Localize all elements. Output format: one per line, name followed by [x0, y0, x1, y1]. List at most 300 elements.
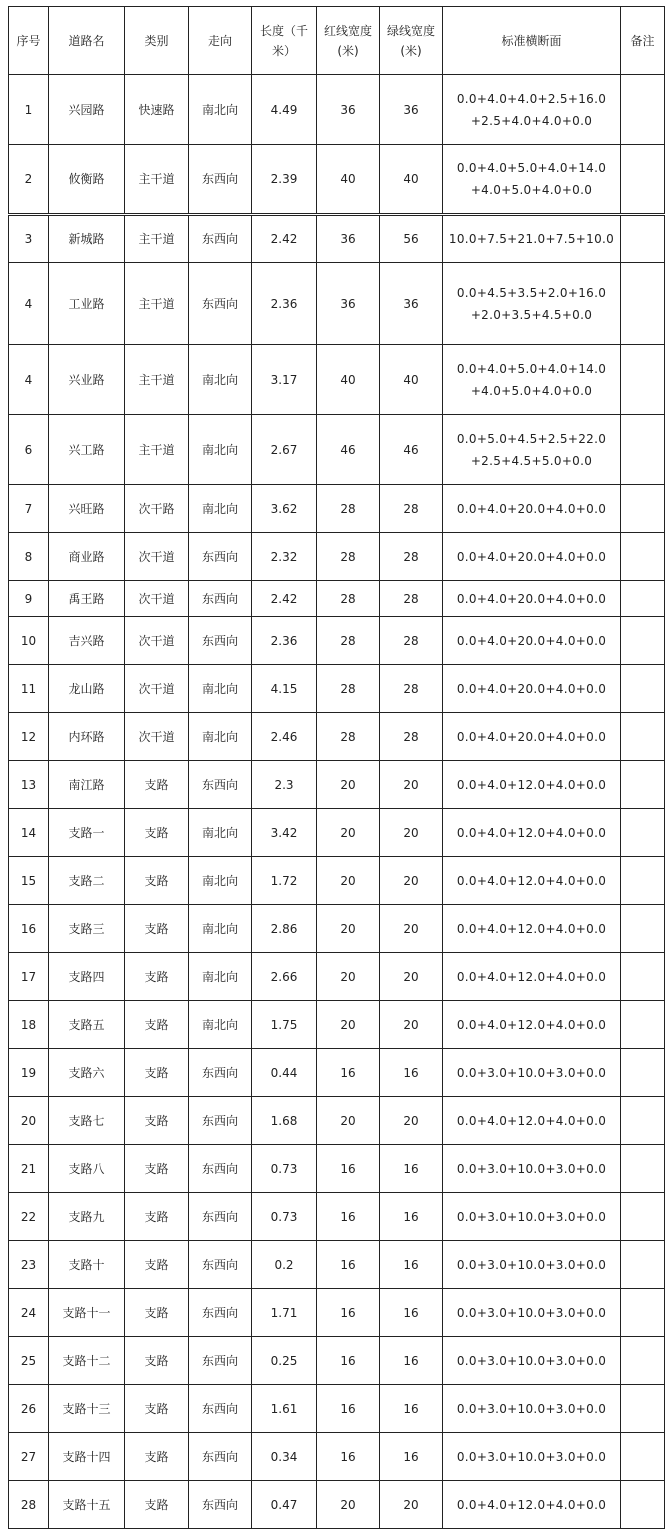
row-cross-section	[443, 1337, 621, 1385]
table-row	[9, 345, 665, 415]
cross-section-line-1: 0.0+4.0+20.0+4.0+0.0	[456, 501, 607, 516]
row-remark	[621, 761, 665, 809]
row-green-line: 40	[380, 345, 443, 415]
row-category: 支路	[125, 761, 189, 809]
row-road-name: 支路十五	[49, 1481, 125, 1529]
table-row	[9, 215, 665, 263]
row-remark	[621, 713, 665, 761]
header-row	[9, 7, 665, 75]
cross-section-line-1: 0.0+4.0+5.0+4.0+14.0	[456, 361, 607, 376]
row-length: 0.44	[252, 1049, 317, 1097]
row-length: 4.49	[252, 75, 317, 145]
row-category: 主干道	[125, 263, 189, 345]
row-green-line: 46	[380, 415, 443, 485]
row-remark	[621, 857, 665, 905]
row-length: 3.62	[252, 485, 317, 533]
row-index: 4	[9, 345, 49, 415]
row-length: 0.47	[252, 1481, 317, 1529]
table-row	[9, 75, 665, 145]
table-row	[9, 857, 665, 905]
row-road-name: 支路七	[49, 1097, 125, 1145]
row-direction: 东西向	[189, 1145, 252, 1193]
row-index: 18	[9, 1001, 49, 1049]
row-remark	[621, 1049, 665, 1097]
row-index: 7	[9, 485, 49, 533]
row-length: 2.39	[252, 145, 317, 215]
table-row	[9, 1193, 665, 1241]
row-index: 24	[9, 1289, 49, 1337]
row-index: 27	[9, 1433, 49, 1481]
row-red-line: 16	[317, 1241, 380, 1289]
cross-section-line-1: 0.0+4.0+12.0+4.0+0.0	[456, 969, 607, 984]
row-direction: 东西向	[189, 215, 252, 263]
row-road-name: 内环路	[49, 713, 125, 761]
cross-section-line-2: +2.0+3.5+4.5+0.0	[470, 307, 593, 322]
row-direction: 东西向	[189, 1289, 252, 1337]
row-red-line: 20	[317, 1097, 380, 1145]
row-green-line: 16	[380, 1049, 443, 1097]
table-row	[9, 1097, 665, 1145]
cross-section-line-2: +2.5+4.0+4.0+0.0	[470, 113, 593, 128]
header-length: 长度（千米）	[252, 7, 317, 75]
row-length: 2.67	[252, 415, 317, 485]
row-direction: 南北向	[189, 75, 252, 145]
table-row	[9, 1385, 665, 1433]
row-length: 2.42	[252, 215, 317, 263]
row-index: 9	[9, 581, 49, 617]
header-red-line: 红线宽度(米)	[317, 7, 380, 75]
row-direction: 东西向	[189, 145, 252, 215]
row-red-line: 16	[317, 1049, 380, 1097]
row-road-name: 支路十三	[49, 1385, 125, 1433]
row-green-line: 16	[380, 1385, 443, 1433]
table-row	[9, 581, 665, 617]
row-remark	[621, 1433, 665, 1481]
row-road-name: 支路十四	[49, 1433, 125, 1481]
row-direction: 东西向	[189, 761, 252, 809]
row-category: 次干道	[125, 533, 189, 581]
row-index: 13	[9, 761, 49, 809]
row-green-line: 20	[380, 1481, 443, 1529]
row-direction: 东西向	[189, 581, 252, 617]
cross-section-line-1: 0.0+4.0+20.0+4.0+0.0	[456, 681, 607, 696]
row-red-line: 28	[317, 713, 380, 761]
row-red-line: 28	[317, 533, 380, 581]
row-category: 支路	[125, 1145, 189, 1193]
row-length: 1.75	[252, 1001, 317, 1049]
row-cross-section	[443, 857, 621, 905]
row-direction: 南北向	[189, 953, 252, 1001]
cross-section-line-2: +4.0+5.0+4.0+0.0	[470, 183, 593, 197]
row-length: 2.42	[252, 581, 317, 617]
row-remark	[621, 809, 665, 857]
row-remark	[621, 1241, 665, 1289]
cross-section-line-1: 0.0+4.0+20.0+4.0+0.0	[456, 633, 607, 648]
row-length: 1.72	[252, 857, 317, 905]
row-remark	[621, 1481, 665, 1529]
row-index: 3	[9, 215, 49, 263]
cross-section-line-1: 0.0+3.0+10.0+3.0+0.0	[456, 1305, 607, 1320]
row-direction: 东西向	[189, 1097, 252, 1145]
row-cross-section	[443, 485, 621, 533]
row-cross-section	[443, 1385, 621, 1433]
row-index: 23	[9, 1241, 49, 1289]
row-red-line: 20	[317, 1001, 380, 1049]
row-length: 0.2	[252, 1241, 317, 1289]
cross-section-line-1: 0.0+3.0+10.0+3.0+0.0	[456, 1353, 607, 1368]
row-road-name: 支路五	[49, 1001, 125, 1049]
row-remark	[621, 581, 665, 617]
row-index: 2	[9, 145, 49, 215]
row-category: 快速路	[125, 75, 189, 145]
row-direction: 东西向	[189, 1241, 252, 1289]
row-green-line: 16	[380, 1433, 443, 1481]
cross-section-line-1: 0.0+4.0+12.0+4.0+0.0	[456, 1017, 607, 1032]
table-row	[9, 665, 665, 713]
row-red-line: 20	[317, 953, 380, 1001]
row-category: 次干道	[125, 713, 189, 761]
cross-section-line-2: +2.5+4.5+5.0+0.0	[470, 453, 593, 468]
row-red-line: 20	[317, 857, 380, 905]
row-road-name: 支路四	[49, 953, 125, 1001]
row-red-line: 20	[317, 1481, 380, 1529]
row-red-line: 16	[317, 1385, 380, 1433]
row-cross-section	[443, 215, 621, 263]
row-remark	[621, 345, 665, 415]
row-remark	[621, 617, 665, 665]
row-red-line: 16	[317, 1337, 380, 1385]
row-direction: 东西向	[189, 1385, 252, 1433]
header-direction: 走向	[189, 7, 252, 75]
row-direction: 南北向	[189, 713, 252, 761]
cross-section-line-1: 0.0+5.0+4.5+2.5+22.0	[456, 431, 607, 446]
header-index: 序号	[9, 7, 49, 75]
row-road-name: 兴园路	[49, 75, 125, 145]
row-cross-section	[443, 263, 621, 345]
table-row	[9, 1049, 665, 1097]
row-direction: 南北向	[189, 415, 252, 485]
row-category: 次干路	[125, 485, 189, 533]
row-road-name: 攸衡路	[49, 145, 125, 215]
row-category: 支路	[125, 1001, 189, 1049]
row-category: 支路	[125, 1481, 189, 1529]
road-table	[8, 6, 665, 1529]
row-length: 1.61	[252, 1385, 317, 1433]
row-remark	[621, 1385, 665, 1433]
table-row	[9, 1481, 665, 1529]
header-remark: 备注	[621, 7, 665, 75]
table-row	[9, 953, 665, 1001]
row-cross-section	[443, 1433, 621, 1481]
row-road-name: 支路十一	[49, 1289, 125, 1337]
cross-section-line-1: 0.0+4.0+12.0+4.0+0.0	[456, 1497, 607, 1512]
row-green-line: 20	[380, 761, 443, 809]
row-green-line: 56	[380, 215, 443, 263]
table-row	[9, 713, 665, 761]
row-index: 21	[9, 1145, 49, 1193]
row-green-line: 40	[380, 145, 443, 215]
table-row	[9, 809, 665, 857]
row-red-line: 40	[317, 345, 380, 415]
table-row	[9, 1241, 665, 1289]
row-red-line: 28	[317, 617, 380, 665]
header-section: 标准横断面	[443, 7, 621, 75]
row-green-line: 20	[380, 857, 443, 905]
row-index: 14	[9, 809, 49, 857]
table-row	[9, 905, 665, 953]
row-cross-section	[443, 1049, 621, 1097]
row-category: 支路	[125, 905, 189, 953]
row-index: 11	[9, 665, 49, 713]
row-green-line: 16	[380, 1145, 443, 1193]
row-road-name: 吉兴路	[49, 617, 125, 665]
cross-section-line-1: 10.0+7.5+21.0+7.5+10.0	[448, 232, 615, 246]
row-green-line: 28	[380, 665, 443, 713]
row-remark	[621, 415, 665, 485]
cross-section-line-1: 0.0+4.0+20.0+4.0+0.0	[456, 549, 607, 564]
row-index: 15	[9, 857, 49, 905]
cross-section-line-1: 0.0+4.0+4.0+2.5+16.0	[456, 91, 607, 106]
row-category: 主干道	[125, 145, 189, 215]
row-green-line: 16	[380, 1241, 443, 1289]
row-index: 16	[9, 905, 49, 953]
row-remark	[621, 1193, 665, 1241]
cross-section-line-1: 0.0+4.0+20.0+4.0+0.0	[456, 729, 607, 744]
row-category: 次干道	[125, 617, 189, 665]
row-direction: 东西向	[189, 263, 252, 345]
row-cross-section	[443, 533, 621, 581]
row-green-line: 28	[380, 485, 443, 533]
table-row	[9, 1001, 665, 1049]
row-category: 支路	[125, 1289, 189, 1337]
table-row	[9, 1145, 665, 1193]
row-red-line: 20	[317, 761, 380, 809]
row-index: 1	[9, 75, 49, 145]
row-category: 支路	[125, 1097, 189, 1145]
row-index: 4	[9, 263, 49, 345]
row-road-name: 禹王路	[49, 581, 125, 617]
row-index: 17	[9, 953, 49, 1001]
row-green-line: 16	[380, 1193, 443, 1241]
row-cross-section	[443, 953, 621, 1001]
header-green-line: 绿线宽度(米)	[380, 7, 443, 75]
row-direction: 东西向	[189, 533, 252, 581]
row-direction: 东西向	[189, 1049, 252, 1097]
cross-section-line-1: 0.0+4.5+3.5+2.0+16.0	[456, 285, 607, 300]
row-direction: 南北向	[189, 1001, 252, 1049]
row-green-line: 28	[380, 533, 443, 581]
row-category: 支路	[125, 1337, 189, 1385]
row-red-line: 16	[317, 1193, 380, 1241]
row-category: 次干道	[125, 581, 189, 617]
row-road-name: 兴旺路	[49, 485, 125, 533]
row-road-name: 兴工路	[49, 415, 125, 485]
row-remark	[621, 1337, 665, 1385]
header-name: 道路名	[49, 7, 125, 75]
cross-section-line-1: 0.0+3.0+10.0+3.0+0.0	[456, 1257, 607, 1272]
row-category: 支路	[125, 857, 189, 905]
row-length: 2.46	[252, 713, 317, 761]
row-index: 22	[9, 1193, 49, 1241]
row-direction: 东西向	[189, 1193, 252, 1241]
cross-section-line-1: 0.0+4.0+12.0+4.0+0.0	[456, 825, 607, 840]
row-red-line: 36	[317, 215, 380, 263]
row-direction: 东西向	[189, 1481, 252, 1529]
row-red-line: 40	[317, 145, 380, 215]
row-cross-section	[443, 905, 621, 953]
row-cross-section	[443, 145, 621, 215]
row-remark	[621, 1289, 665, 1337]
cross-section-line-1: 0.0+4.0+12.0+4.0+0.0	[456, 873, 607, 888]
row-remark	[621, 263, 665, 345]
cross-section-line-1: 0.0+4.0+20.0+4.0+0.0	[456, 591, 607, 606]
row-remark	[621, 145, 665, 215]
row-cross-section	[443, 713, 621, 761]
row-red-line: 36	[317, 75, 380, 145]
row-cross-section	[443, 1241, 621, 1289]
row-length: 0.73	[252, 1193, 317, 1241]
row-length: 2.36	[252, 263, 317, 345]
row-length: 1.68	[252, 1097, 317, 1145]
row-road-name: 商业路	[49, 533, 125, 581]
row-direction: 东西向	[189, 1433, 252, 1481]
row-cross-section	[443, 345, 621, 415]
table-row	[9, 415, 665, 485]
row-remark	[621, 75, 665, 145]
table-row	[9, 263, 665, 345]
row-red-line: 28	[317, 485, 380, 533]
row-road-name: 支路六	[49, 1049, 125, 1097]
row-road-name: 支路三	[49, 905, 125, 953]
row-cross-section	[443, 581, 621, 617]
row-remark	[621, 215, 665, 263]
row-road-name: 支路十	[49, 1241, 125, 1289]
row-red-line: 46	[317, 415, 380, 485]
row-road-name: 龙山路	[49, 665, 125, 713]
cross-section-line-1: 0.0+3.0+10.0+3.0+0.0	[456, 1449, 607, 1464]
row-cross-section	[443, 1481, 621, 1529]
row-cross-section	[443, 1289, 621, 1337]
row-category: 支路	[125, 1049, 189, 1097]
row-category: 支路	[125, 1385, 189, 1433]
row-length: 2.32	[252, 533, 317, 581]
table-row	[9, 761, 665, 809]
row-remark	[621, 953, 665, 1001]
row-road-name: 支路一	[49, 809, 125, 857]
table-row	[9, 1337, 665, 1385]
row-length: 0.73	[252, 1145, 317, 1193]
row-remark	[621, 665, 665, 713]
cross-section-line-1: 0.0+3.0+10.0+3.0+0.0	[456, 1065, 607, 1080]
table-row	[9, 533, 665, 581]
row-red-line: 16	[317, 1145, 380, 1193]
row-length: 1.71	[252, 1289, 317, 1337]
row-red-line: 16	[317, 1289, 380, 1337]
row-cross-section	[443, 75, 621, 145]
cross-section-line-2: +4.0+5.0+4.0+0.0	[470, 383, 593, 398]
row-category: 支路	[125, 953, 189, 1001]
table-row	[9, 485, 665, 533]
row-length: 3.17	[252, 345, 317, 415]
row-direction: 东西向	[189, 617, 252, 665]
table-row	[9, 145, 665, 215]
row-road-name: 南江路	[49, 761, 125, 809]
row-index: 19	[9, 1049, 49, 1097]
row-road-name: 兴业路	[49, 345, 125, 415]
row-length: 2.3	[252, 761, 317, 809]
row-green-line: 20	[380, 905, 443, 953]
row-remark	[621, 905, 665, 953]
row-cross-section	[443, 761, 621, 809]
table-row	[9, 1289, 665, 1337]
cross-section-line-1: 0.0+4.0+5.0+4.0+14.0	[456, 161, 607, 175]
row-cross-section	[443, 665, 621, 713]
row-category: 主干道	[125, 345, 189, 415]
row-index: 10	[9, 617, 49, 665]
row-cross-section	[443, 1001, 621, 1049]
row-index: 20	[9, 1097, 49, 1145]
row-remark	[621, 485, 665, 533]
row-direction: 南北向	[189, 809, 252, 857]
row-index: 6	[9, 415, 49, 485]
row-road-name: 支路八	[49, 1145, 125, 1193]
row-cross-section	[443, 809, 621, 857]
row-green-line: 20	[380, 953, 443, 1001]
row-red-line: 16	[317, 1433, 380, 1481]
cross-section-line-1: 0.0+3.0+10.0+3.0+0.0	[456, 1161, 607, 1176]
row-green-line: 28	[380, 713, 443, 761]
row-direction: 南北向	[189, 345, 252, 415]
row-length: 3.42	[252, 809, 317, 857]
row-index: 26	[9, 1385, 49, 1433]
header-category: 类别	[125, 7, 189, 75]
row-category: 主干道	[125, 215, 189, 263]
cross-section-line-1: 0.0+4.0+12.0+4.0+0.0	[456, 921, 607, 936]
row-road-name: 新城路	[49, 215, 125, 263]
row-direction: 东西向	[189, 1337, 252, 1385]
row-remark	[621, 533, 665, 581]
row-road-name: 支路九	[49, 1193, 125, 1241]
row-category: 支路	[125, 1193, 189, 1241]
row-green-line: 16	[380, 1337, 443, 1385]
row-road-name: 工业路	[49, 263, 125, 345]
row-green-line: 20	[380, 1001, 443, 1049]
row-green-line: 28	[380, 617, 443, 665]
row-index: 12	[9, 713, 49, 761]
row-direction: 南北向	[189, 905, 252, 953]
cross-section-line-1: 0.0+4.0+12.0+4.0+0.0	[456, 1113, 607, 1128]
row-category: 支路	[125, 809, 189, 857]
row-length: 4.15	[252, 665, 317, 713]
row-green-line: 20	[380, 809, 443, 857]
row-remark	[621, 1001, 665, 1049]
row-length: 2.66	[252, 953, 317, 1001]
row-length: 2.86	[252, 905, 317, 953]
row-index: 28	[9, 1481, 49, 1529]
row-length: 0.25	[252, 1337, 317, 1385]
row-category: 主干道	[125, 415, 189, 485]
row-category: 次干道	[125, 665, 189, 713]
row-cross-section	[443, 415, 621, 485]
row-index: 25	[9, 1337, 49, 1385]
row-green-line: 28	[380, 581, 443, 617]
row-cross-section	[443, 1097, 621, 1145]
row-remark	[621, 1145, 665, 1193]
cross-section-line-1: 0.0+3.0+10.0+3.0+0.0	[456, 1209, 607, 1224]
row-red-line: 36	[317, 263, 380, 345]
row-road-name: 支路二	[49, 857, 125, 905]
row-red-line: 28	[317, 665, 380, 713]
